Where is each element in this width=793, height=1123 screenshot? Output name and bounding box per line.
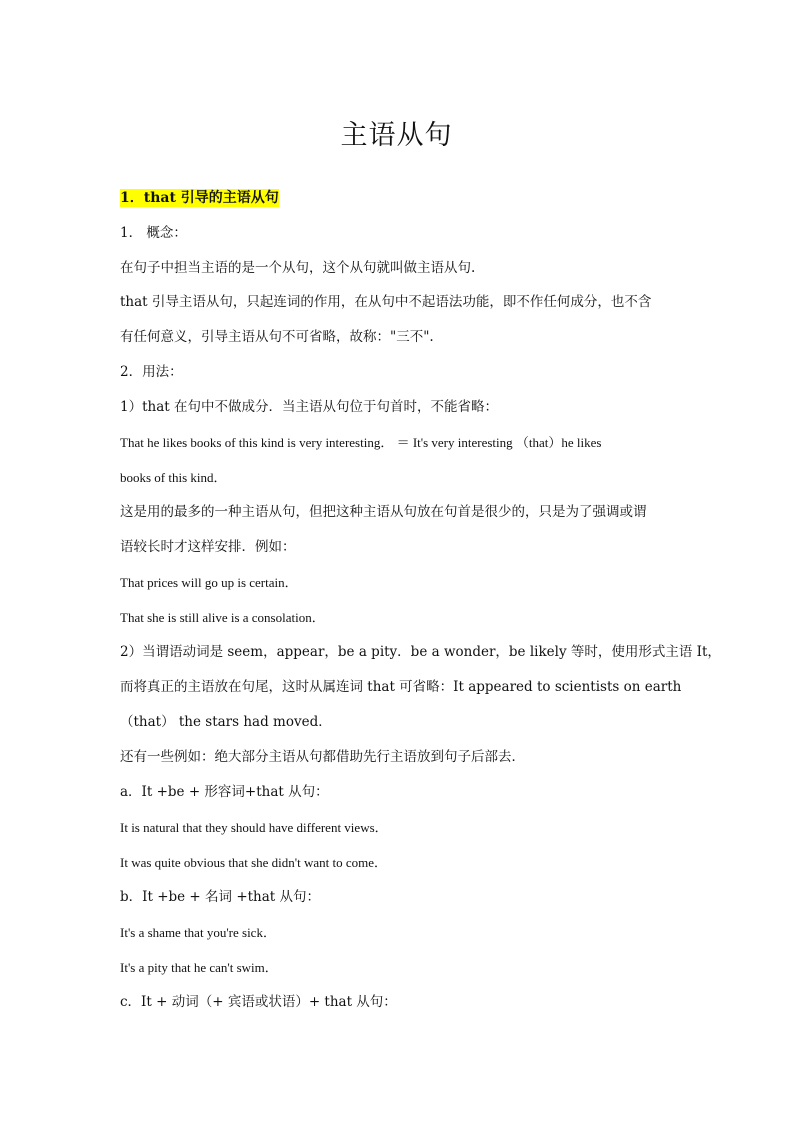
text-line: 1）that 在句中不做成分．当主语从句位于句首时，不能省略： <box>120 399 498 415</box>
text-line: 2）当谓语动词是 seem，appear，be a pity．be a wonder，be likely 等时，使用形式主语 It， <box>120 644 721 660</box>
example-sentence: books of this kind． <box>120 470 227 485</box>
text-line: 还有一些例如：绝大部分主语从句都借助先行主语放到句子后部去． <box>120 749 525 765</box>
example-sentence: It's a shame that you're sick． <box>120 925 276 940</box>
text-line: b．It +be + 名词 +that 从句： <box>120 889 321 905</box>
text-line: 在句子中担当主语的是一个从句，这个从句就叫做主语从句. <box>120 260 476 276</box>
text-line: 语较长时才这样安排．例如： <box>120 539 296 555</box>
text-line: 有任何意义，引导主语从句不可省略，故称："三不". <box>120 329 434 345</box>
text-line: 而将真正的主语放在句尾，这时从属连词 that 可省略：It appeared to scientists on earth <box>120 679 682 695</box>
text-line: 1． 概念： <box>120 225 187 241</box>
example-sentence: It is natural that they should have different views． <box>120 820 388 835</box>
example-sentence: It's a pity that he can't swim． <box>120 960 278 975</box>
text-line: c．It + 动词（+ 宾语或状语）+ that 从句： <box>120 994 397 1010</box>
text-line: 2．用法： <box>120 364 183 380</box>
text-line: （that） the stars had moved． <box>120 714 332 730</box>
page-title: 主语从句 <box>340 120 453 151</box>
text-line: a．It +be + 形容词+that 从句： <box>120 784 329 800</box>
highlighted-heading-text: 1．that 引导的主语从句 <box>120 190 279 206</box>
example-sentence: That she is still alive is a consolation． <box>120 610 325 625</box>
example-sentence: It was quite obvious that she didn't want to come． <box>120 855 387 870</box>
example-sentence: That he likes books of this kind is very interesting． ＝ It's very interesting （that）he likes <box>120 435 602 450</box>
text-line: that 引导主语从句，只起连词的作用，在从句中不起语法功能，即不作任何成分，也不含 <box>120 294 652 310</box>
text-line: 这是用的最多的一种主语从句，但把这种主语从句放在句首是很少的，只是为了强调或谓 <box>120 504 647 520</box>
example-sentence: That prices will go up is certain． <box>120 575 298 590</box>
section-heading <box>120 188 680 208</box>
